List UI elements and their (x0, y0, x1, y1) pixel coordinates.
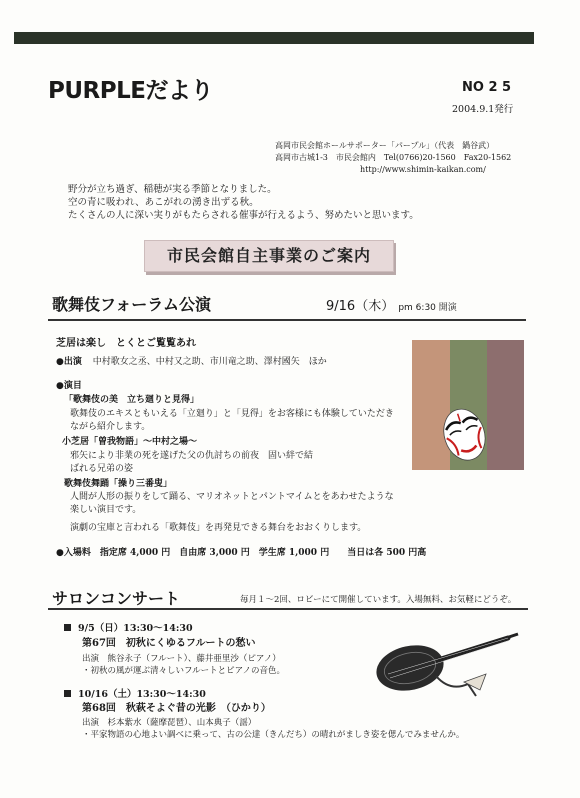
section-divider (48, 319, 526, 321)
program-item-title: 歌舞伎舞踊「操り三番叟」 (64, 479, 173, 489)
biwa-instrument-icon (368, 632, 520, 702)
bullet-square-icon (64, 624, 71, 631)
concert-datetime: 9/5（日）13:30～14:30 (78, 623, 193, 634)
bullet-square-icon (64, 690, 71, 697)
issue-number: NO 2 5 (462, 80, 512, 95)
events-banner: 市民会館自主事業のご案内 (144, 240, 394, 272)
concert-header (64, 686, 206, 700)
program-item-title: 「歌舞伎の美 立ち廻りと見得」 (64, 395, 200, 405)
salon-note: 毎月１～2回、ロビーにて開催しています。入場無料、お気軽にどうぞ。 (240, 595, 517, 605)
salon-section-title: サロンコンサート (52, 589, 181, 608)
publisher-info (275, 140, 535, 176)
concert-title: 第68回 秋萩そよぐ昔の光影 （ひかり） (82, 703, 271, 714)
kabuki-section-title: 歌舞伎フォーラム公演 (52, 295, 212, 314)
program-item-desc: 人間が人形の振りをして踊る、マリオネットとパントマイムとをあわせたような楽しい演目です。 (70, 492, 394, 515)
newsletter-title: PURPLEだより (48, 78, 213, 104)
publisher-line-2: 高岡市古城1-3 市民会館内 Tel(0766)20-1560 Fax20-1562 (275, 153, 512, 162)
cast-names: 中村歌女之丞、中村又之助、市川竜之助、澤村國矢 ほか (92, 357, 327, 367)
concert-performers: 出演 熊谷永子（フルート）、藤井亜里沙（ピアノ） (82, 654, 281, 664)
issue-date: 2004.9.1発行 (452, 104, 514, 115)
concert-performers: 出演 杉本紫水（薩摩琵琶）、山本典子（謡） (82, 718, 257, 728)
intro-line: 空の青に吸われ、あこがれの湧き出ずる秋。 (68, 197, 259, 208)
kabuki-cast (56, 356, 327, 369)
program-item-desc: 邪矢により非業の死を遂げた父の仇討ちの前夜 固い絆で結ばれる兄弟の姿 (70, 451, 314, 474)
program-item-title: 小芝居「曽我物語」～中村之場～ (62, 437, 198, 447)
publisher-url[interactable]: http://www.shimin-kaikan.com/ (360, 165, 486, 174)
kabuki-mask-icon (412, 340, 524, 470)
kabuki-start-time: pm 6:30 開演 (398, 303, 457, 313)
concert-details (82, 717, 464, 741)
concert-header (64, 620, 193, 634)
concert-desc: ・平家物語の心地よい調べに乗って、古の公達（きんだち）の晴れがましき姿を偲んでみませんか。 (82, 730, 465, 740)
concert-desc: ・初秋の風が運ぶ清々しいフルートとピアノの音色。 (82, 666, 285, 676)
concert-details (82, 653, 285, 677)
concert-title: 第67回 初秋にくゆるフルートの愁い (82, 638, 256, 649)
publisher-line-1: 高岡市民会館ホールサポーター「パープル」（代表 鍋谷武） (275, 141, 495, 150)
concert-datetime: 10/16（土）13:30～14:30 (78, 689, 206, 700)
intro-text (68, 183, 419, 222)
kabuki-date (326, 295, 457, 314)
intro-line: たくさんの人に深い実りがもたらされる催事が行えるよう、努めたいと思います。 (68, 210, 419, 221)
program-label: ●演目 (56, 381, 82, 391)
admission-fee (56, 545, 426, 558)
intro-line: 野分が立ち過ぎ、稲穂が実る季節となりました。 (68, 184, 277, 195)
cast-label: ●出演 (56, 357, 82, 367)
fee-text: ●入場料 指定席 4,000 円 自由席 3,000 円 学生席 1,000 円 当日は各 500 円高 (56, 548, 427, 558)
kabuki-date-day: 9/16（木） (326, 299, 395, 314)
kabuki-closing: 演劇の宝庫と言われる「歌舞伎」を再発見できる舞台をおおくりします。 (70, 523, 367, 533)
program-item-desc: 歌舞伎のエキスともいえる「立廻り」と「見得」をお客様にも体験していただきながら紹介します。 (70, 409, 394, 432)
section-divider (48, 608, 528, 610)
kabuki-tagline: 芝居は楽し とくとご覧覧あれ (56, 338, 196, 349)
top-bar (14, 32, 534, 44)
